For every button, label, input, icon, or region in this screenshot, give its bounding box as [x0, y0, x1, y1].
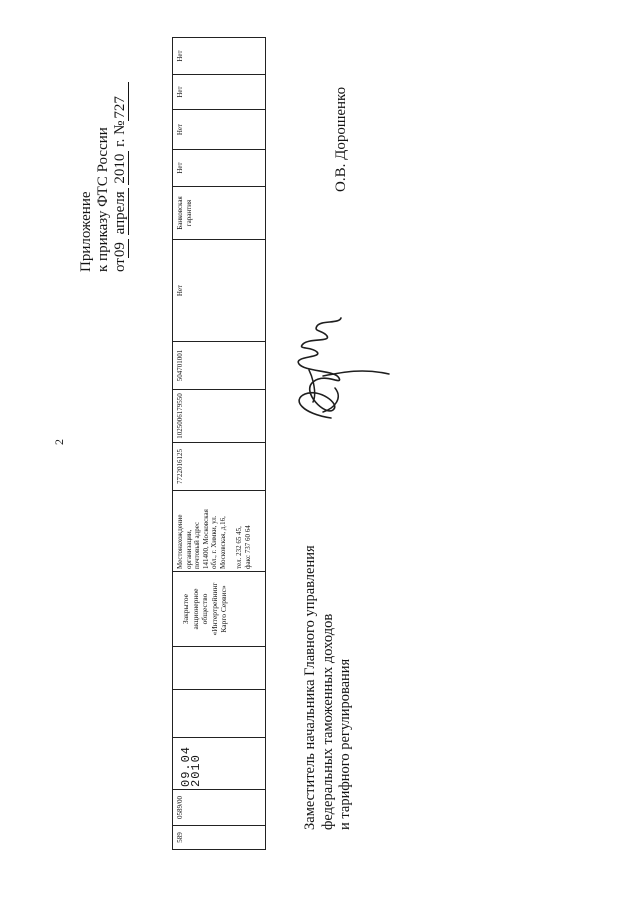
position-line: федеральных таможенных доходов	[319, 613, 336, 830]
cell-text: 141400, Московская	[201, 509, 210, 569]
phone-text: тел. 232 65 45,	[235, 526, 243, 569]
cell-kpp	[173, 342, 266, 390]
cell-sequence-number	[173, 826, 266, 850]
handwritten-signature	[283, 312, 393, 422]
cell-registration-date	[173, 738, 266, 790]
cell-organization-name	[173, 572, 266, 647]
position-line: Заместитель начальника Главного управления	[302, 545, 318, 830]
cell-text: организации,	[184, 529, 193, 569]
appendix-header	[78, 82, 129, 272]
cell-text: 2010	[189, 754, 203, 787]
order-month: апреля	[112, 188, 129, 235]
cell-empty	[173, 690, 266, 738]
cell-text: 504701001	[176, 349, 184, 382]
cell-text: Местонахождение	[176, 514, 184, 569]
cell-address	[173, 491, 266, 572]
cell-text: Нет	[176, 123, 184, 136]
cell-no-value	[173, 75, 266, 110]
cell-text: Закрытое	[181, 594, 190, 624]
order-day: 09	[112, 239, 129, 258]
cell-text: Нет	[176, 50, 184, 62]
cell-text: Карго Сервис»	[219, 585, 228, 633]
order-number: 727	[112, 82, 129, 121]
cell-inn	[173, 443, 266, 491]
order-year: 2010	[112, 151, 129, 185]
cell-text: гарантия	[184, 199, 193, 227]
cell-no-value	[173, 150, 266, 187]
cell-text: акционерное	[190, 588, 200, 630]
cell-text: общество	[200, 593, 209, 625]
cell-no-value	[173, 38, 266, 75]
cell-empty	[173, 647, 266, 690]
cell-ogrn	[173, 390, 266, 443]
cell-text: 09.04	[179, 745, 193, 787]
signatory-name: О.В. Дорошенко	[333, 86, 349, 192]
cell-text: почтовый адрес	[193, 521, 201, 569]
cell-text: «Интертрейнинг	[209, 582, 219, 636]
appendix-title: Приложение	[78, 191, 94, 272]
cell-no-value	[173, 110, 266, 150]
table-row	[173, 38, 266, 850]
cell-security-type	[173, 187, 266, 240]
date-prefix: от	[112, 258, 128, 272]
fax-text: факс 737 60 64	[243, 525, 252, 569]
cell-text: 1025006179550	[176, 393, 184, 439]
cell-no-value	[173, 240, 266, 342]
cell-text: Нет	[176, 86, 184, 98]
cell-text: Московская, д.16,	[218, 516, 227, 569]
cell-text: 0589/00	[176, 796, 184, 819]
registry-table	[172, 37, 266, 850]
order-year-suffix: г.	[112, 138, 128, 147]
order-number-label: №	[112, 120, 128, 135]
cell-text: Банковская	[176, 196, 184, 230]
page-number: 2	[52, 439, 66, 445]
cell-text: Нет	[176, 162, 184, 174]
cell-text: 7722016125	[176, 449, 184, 484]
cell-text: 589	[176, 832, 184, 843]
signatory-position	[302, 545, 355, 830]
appendix-order-date	[112, 82, 129, 272]
cell-text: обл., г. Химки, ул.	[210, 515, 218, 569]
cell-registration-number	[173, 790, 266, 826]
cell-text: Нет	[176, 284, 184, 297]
position-line: и тарифного регулирования	[337, 658, 353, 830]
appendix-order-ref: к приказу ФТС России	[95, 127, 111, 272]
